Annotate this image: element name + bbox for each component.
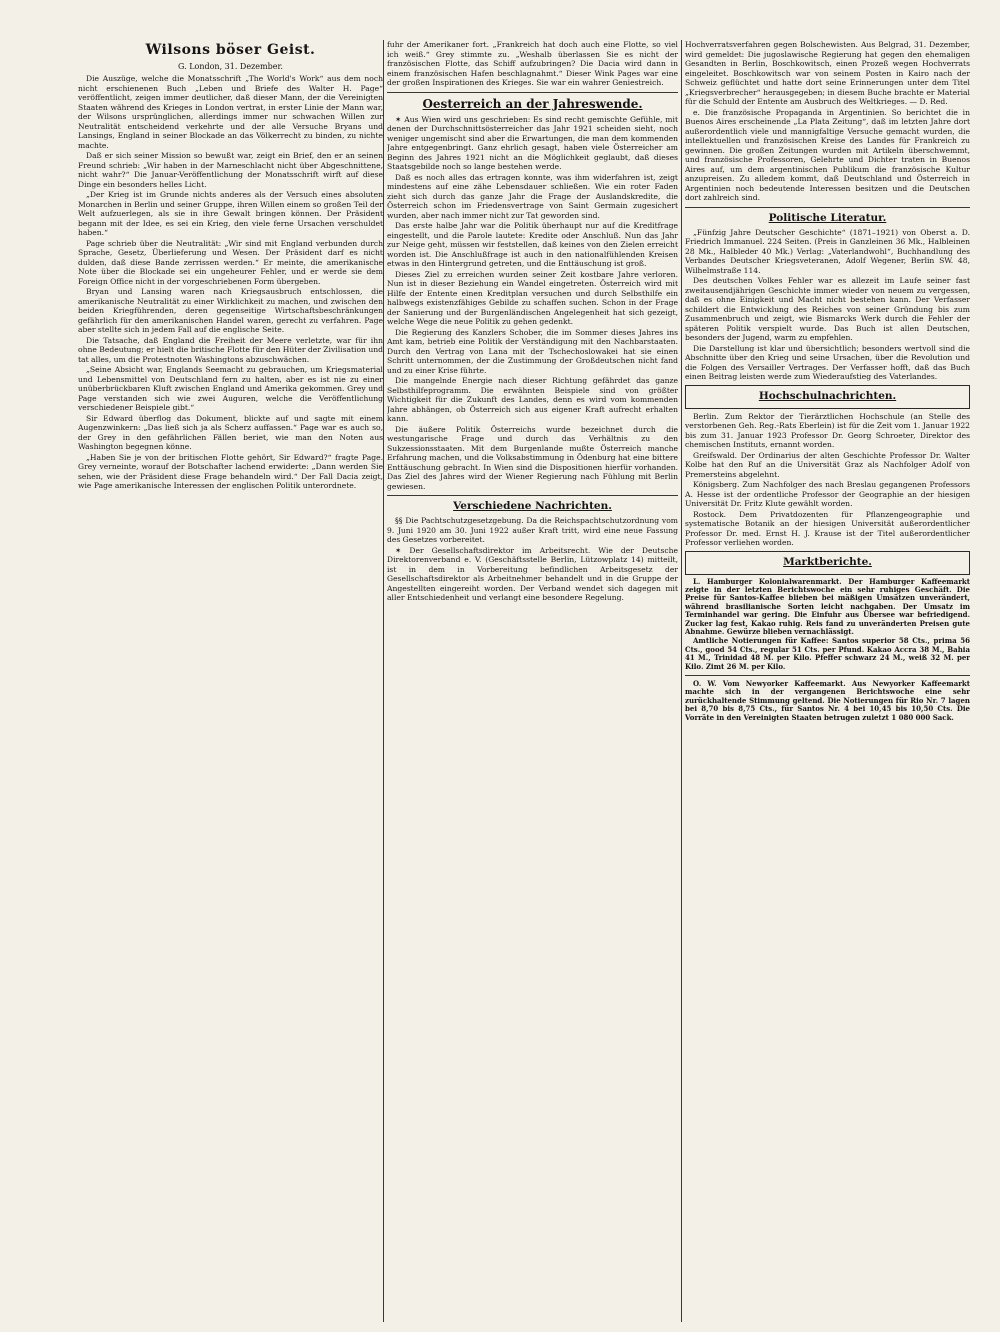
divider bbox=[685, 675, 970, 676]
article-paragraph: Die mangelnde Energie nach dieser Richtung gefährdet das ganze Selbsthilfeprogramm. Die erwähnten Beispiele sind von größter Wichtigkeit für die Zukunft des Landes, denn es wird vom kommenden Jahre abhängen, ob Österreich sich aus eigener Kraft aufrecht erhalten kann. bbox=[387, 376, 678, 423]
article-paragraph: §§ Die Pachtschutzgesetzgebung. Da die Reichspachtschutzordnung vom 9. Juni 1920 am 30. Juni 1922 außer Kraft tritt, wird eine neue Fassung des Gesetzes vorbereitet. bbox=[387, 516, 678, 544]
article-paragraph: ✶ Aus Wien wird uns geschrieben: Es sind recht gemischte Gefühle, mit denen der Durchschnittsösterreicher das Jahr 1921 scheiden sieht, noch weniger ungemischt sind aber die Erwartungen, die man dem kommenden Jahre entgegenbringt. Ganz ehrlich gesagt, haben viele Österreicher am Beginn des Jahres 1921 nicht an die Möglichkeit geglaubt, daß dieses Staatsgebilde noch so lange bestehen werde. bbox=[387, 114, 678, 171]
article-paragraph: Des deutschen Volkes Fehler war es allezeit im Laufe seiner fast zweitausendjährigen Geschichte immer wieder von neuem zu vergessen, daß es ohne Einigkeit und Macht nicht bestehen kann. Der Verfasser schildert die Entwicklung des Reiches von seiner Gründung bis zum Zusammenbruch und zeigt, wie Bismarcks Werk durch die Fehler der späteren Politik verspielt wurde. Das Buch ist allen Deutschen, besonders der Jugend, warm zu empfehlen. bbox=[685, 276, 970, 342]
article-paragraph: Die Tatsache, daß England die Freiheit der Meere verletzte, war für ihn ohne Bedeutung; er hielt die britische Flotte für den Hüter der Zivilisation und tat alles, um die Protestnoten Washingtons abzuschwächen. bbox=[78, 335, 383, 364]
divider bbox=[387, 495, 678, 496]
article-paragraph: Bryan und Lansing waren nach Kriegsausbruch entschlossen, die amerikanische Neutralität zu einer Wirklichkeit zu machen, und zwischen den beiden Kriegführenden, deren gegenseitige Wirtschaftsbeschränkungen gefährlich für den amerikanischen Handel waren, gerecht zu verfahren. Page aber stellte sich in jedem Fall auf die englische Seite. bbox=[78, 287, 383, 334]
article-paragraph: fuhr der Amerikaner fort. „Frankreich hat doch auch eine Flotte, so viel ich weiß.“ Grey stimmte zu. „Weshalb überlassen Sie es nicht der französischen Flotte, das Schiff aufzubringen? Die Dacia wird dann in einem französischen Hafen beschlagnahmt.“ Dieser Wink Pages war eine der großen Inspirationen des Krieges. Sie war ein wahrer Geniestreich. bbox=[387, 40, 678, 87]
article-title-nachrichten: Verschiedene Nachrichten. bbox=[453, 500, 612, 512]
market-paragraph: L. Hamburger Kolonialwarenmarkt. Der Hamburger Kaffeemarkt zeigte in der letzten Berichtswoche ein sehr ruhiges Geschäft. Die Preise für Santos-Kaffee blieben bei mäßigen Umsätzen unverändert, während brasilianische Sorten leicht nachgaben. Der Umsatz im Terminhandel war gering. Die Einfuhr aus Übersee war befriedigend. Zucker lag fest, Kakao ruhig. Reis fand zu unveränderten Preisen gute Abnahme. Gewürze blieben vernachlässigt. bbox=[685, 576, 970, 636]
column-3 bbox=[685, 40, 970, 1322]
article-paragraph: Die äußere Politik Österreichs wurde bezeichnet durch die westungarische Frage und durch das Verhältnis zu den Sukzessionsstaaten. Mit dem Burgenlande mußte Österreich manche Erfahrung machen, und die Volksabstimmung in Ödenburg hat eine bittere Enttäuschung gebracht. In Wien sind die Dispositionen hierfür vorhanden. Das Ziel des Jahres wird der Wiener Regierung nach Fühlung mit Berlin gewiesen. bbox=[387, 424, 678, 491]
column-2 bbox=[387, 40, 678, 1322]
article-paragraph: ✶ Der Gesellschaftsdirektor im Arbeitsrecht. Wie der Deutsche Direktorenverband e. V. (Geschäftsstelle Berlin, Lützowplatz 14) mitteilt, ist in dem in Vorbereitung befindlichen Arbeitsgesetz der Gesellschaftsdirektor als Arbeitnehmer behandelt und in die Gruppe der Angestellten eingereiht worden. Der Verband wendet sich dagegen mit aller Entschiedenheit und verlangt eine besondere Regelung. bbox=[387, 545, 678, 602]
article-paragraph: Sir Edward überflog das Dokument, blickte auf und sagte mit einem Augenzwinkern: „Das ließ sich ja als Scherz auffassen.“ Page war es auch so, der Grey in den gefährlichen Fällen beriet, wie man den Noten aus Washington begegnen könne. bbox=[78, 413, 383, 451]
article-paragraph: Königsberg. Zum Nachfolger des nach Breslau gegangenen Professors A. Hesse ist der ordentliche Professor der Geographie an der hiesigen Universität Dr. Fritz Klute gewählt worden. bbox=[685, 480, 970, 508]
article-paragraph: e. Die französische Propaganda in Argentinien. So berichtet die in Buenos Aires erscheinende „La Plata Zeitung“, daß im letzten Jahre dort außerordentlich viele und mannigfaltige Versuche gemacht wurden, die intellektuellen und französischen Kreise des Landes für Frankreich zu gewinnen. Die großen Zeitungen wurden mit Artikeln überschwemmt, und französische Professoren, Gelehrte und Dichter traten in Buenos Aires auf, um dem argentinischen Publikum die französische Kultur anzupreisen. Zu alledem kommt, daß Deutschland und Österreich in Argentinien noch bedeutende Interessen besitzen und die Deutschen dort zahlreich sind. bbox=[685, 107, 970, 202]
column-rule bbox=[383, 40, 384, 1322]
article-paragraph: Das erste halbe Jahr war die Politik überhaupt nur auf die Kreditfrage eingestellt, und die Parole lautete: Kredite oder Anschluß. Nun das Jahr zur Neige geht, müssen wir feststellen, daß keines von den Zielen erreicht worden ist. Die Anschlußfrage ist auch in den nationalfühlenden Kreisen etwas in den Hintergrund getreten, und die Enttäuschung ist groß. bbox=[387, 221, 678, 268]
article-paragraph: Rostock. Dem Privatdozenten für Pflanzengeographie und systematische Botanik an der hiesigen Universität außerordentlicher Professor Dr. med. Ernst H. J. Krause ist der Titel außerordentlicher Professor verliehen worden. bbox=[685, 509, 970, 547]
article-paragraph: Berlin. Zum Rektor der Tierärztlichen Hochschule (an Stelle des verstorbenen Geh. Reg.-Rats Eberlein) ist für die Zeit vom 1. Januar 1922 bis zum 31. Januar 1923 Professor Dr. Georg Schroeter, Direktor des chemischen Instituts, ernannt worden. bbox=[685, 411, 970, 449]
article-paragraph: Hochverratsverfahren gegen Bolschewisten. Aus Belgrad, 31. Dezember, wird gemeldet: Die jugoslawische Regierung hat gegen den ehemaligen Gesandten in Berlin, Boschkowitsch, einen Prozeß wegen Hochverrats eingeleitet. Boschkowitsch war von seinem Posten in Kairo nach der Schweiz geflüchtet und hatte dort seine Erinnerungen unter dem Titel „Kriegsverbrecher“ herausgegeben; in diesem Buche brachte er Material für die Schuld der Entente am Ausbruch des Weltkrieges. — D. Red. bbox=[685, 40, 970, 106]
section-box-markt bbox=[685, 551, 970, 575]
article-title-wilson: Wilsons böser Geist. bbox=[145, 42, 316, 58]
section-title-literatur: Politische Literatur. bbox=[768, 211, 887, 224]
article-dateline: G. London, 31. Dezember. bbox=[178, 62, 283, 71]
article-paragraph: „Der Krieg ist im Grunde nichts anderes als der Versuch eines absoluten Monarchen in Berlin und seiner Gruppe, ihren Willen einem so großen Teil der Welt aufzuerlegen, als sie in ihre Gewalt bringen können. Der Präsident begann mit der Idee, es sei ein Krieg, den viele ferne Ursachen verschuldet haben.“ bbox=[78, 190, 383, 237]
article-paragraph: „Fünfzig Jahre Deutscher Geschichte“ (1871–1921) von Oberst a. D. Friedrich Immanuel. 224 Seiten. (Preis in Ganzleinen 36 Mk., Halbleinen 28 Mk., Halbleder 40 Mk.) Verlag: „Vaterlandwohl“, Buchhandlung des Verbandes Deutscher Kriegsveteranen, Adolf Wegener, Berlin SW. 48, Wilhelmstraße 114. bbox=[685, 227, 970, 275]
article-paragraph: Die Regierung des Kanzlers Schober, die im Sommer dieses Jahres ins Amt kam, betrieb eine Politik der Verständigung mit den Nachbarstaaten. Durch den Vertrag von Lana mit der Tschechoslowakei hat sie einen Schritt unternommen, der die Zustimmung der Großdeutschen nicht fand und zu einer Krise führte. bbox=[387, 327, 678, 375]
section-title-hochschul: Hochschulnachrichten. bbox=[758, 389, 897, 402]
article-paragraph: Daß es noch alles das ertragen konnte, was ihm widerfahren ist, zeigt mindestens auf eine zähe Lebensdauer schließen. Wie ein roter Faden zieht sich durch das ganze Jahr die Frage der Auslandskredite, die Österreich schon im Friedensvertrage von Saint Germain zugesichert wurden, aber nach immer nicht zur Tat geworden sind. bbox=[387, 172, 678, 220]
divider bbox=[387, 92, 678, 93]
column-1 bbox=[78, 40, 383, 1322]
divider bbox=[685, 207, 970, 208]
article-paragraph: Greifswald. Der Ordinarius der alten Geschichte Professor Dr. Walter Kolbe hat den Ruf an die Universität Graz als Nachfolger Adolf von Premersteins abgelehnt. bbox=[685, 450, 970, 479]
article-paragraph: „Haben Sie je von der britischen Flotte gehört, Sir Edward?“ fragte Page. Grey verneinte, worauf der Botschafter lachend erwiderte: „Dann werden Sie sehen, wie der Präsident diese Frage behandeln wird.“ Der Fall Dacia zeigt, wie Page amerikanische Interessen der englischen Politik unterordnete. bbox=[78, 452, 383, 490]
column-rule bbox=[681, 40, 682, 1322]
market-paragraph: O. W. Vom Newyorker Kaffeemarkt. Aus Newyorker Kaffeemarkt machte sich in der vergangenen Berichtswoche eine sehr zurückhaltende Stimmung geltend. Die Notierungen für Rio Nr. 7 lagen bei 8,70 bis 8,75 Cts., für Santos Nr. 4 bei 10,45 bis 10,50 Cts. Die Vorräte in den Vereinigten Staaten betrugen zuletzt 1 080 000 Sack. bbox=[685, 678, 970, 722]
article-paragraph: „Seine Absicht war, Englands Seemacht zu gebrauchen, um Kriegsmaterial und Lebensmittel von Deutschland fern zu halten, aber es ist nie zu einer unüberbrückbaren Kluft zwischen England und Amerika gekommen. Grey und Page verstanden sich wie zwei Auguren, welche die Veröffentlichung verschiedener Beispiele gibt.“ bbox=[78, 365, 383, 412]
article-paragraph: Daß er sich seiner Mission so bewußt war, zeigt ein Brief, den er an seinen Freund schrieb: „Wir haben in der Marneschlacht nicht über Abgeschnittene, nicht wahr?“ Die Januar-Veröffentlichung der Monatsschrift wirft auf diese Dinge ein besonders helles Licht. bbox=[78, 151, 383, 189]
article-paragraph: Die Darstellung ist klar und übersichtlich; besonders wertvoll sind die Abschnitte über den Krieg und seine Ursachen, über die Revolution und die Folgen des Versailler Vertrages. Der Verfasser hofft, daß das Buch einen Beitrag leisten werde zum Wiederaufstieg des Vaterlandes. bbox=[685, 343, 970, 381]
article-title-oesterreich: Oesterreich an der Jahreswende. bbox=[422, 96, 643, 111]
article-paragraph: Dieses Ziel zu erreichen wurden seiner Zeit kostbare Jahre verloren. Nun ist in dieser Beziehung ein Wandel eingetreten. Österreich wird mit Hilfe der Entente einen Kreditplan versuchen und durch Selbsthilfe ein halbwegs existenzfähiges Gebilde zu schaffen suchen. Schon in der Frage der Sanierung und der Burgenländischen Angelegenheit hat sich gezeigt, welche Wege die neue Politik zu gehen gedenkt. bbox=[387, 269, 678, 326]
section-box-hochschul bbox=[685, 385, 970, 409]
article-paragraph: Die Auszüge, welche die Monatsschrift „The World's Work“ aus dem noch nicht erschienenen Buch „Leben und Briefe des Walter H. Page“ veröffentlicht, zeigen immer deutlicher, daß dieser Mann, der die Vereinigten Staaten während des Krieges in London vertrat, in erster Linie der Mann war, der Wilsons ursprünglichen, allerdings immer nur schwachen Willen zur Neutralität entscheidend verkehrte und der alle Versuche Bryans und Lansings, England in seiner Blockade an das Völkerrecht zu binden, zu nichte machte. bbox=[78, 74, 383, 150]
section-title-markt: Marktberichte. bbox=[783, 555, 872, 568]
article-paragraph: Page schrieb über die Neutralität: „Wir sind mit England verbunden durch Sprache, Gesetz, Überlieferung und Wesen. Der Präsident darf es nicht dulden, daß diese Bande zerrissen werden.“ Er meinte, die amerikanische Note über die Blockade sei ein ungeheurer Fehler, und er werde sie dem Foreign Office nicht in der vorgeschriebenen Form übergeben. bbox=[78, 238, 383, 286]
market-paragraph: Amtliche Notierungen für Kaffee: Santos superior 58 Cts., prima 56 Cts., good 54 Cts., regular 51 Cts. per Pfund. Kakao Accra 38 M., Bahia 41 M., Trinidad 48 M. per Kilo. Pfeffer schwarz 24 M., weiß 32 M. per Kilo. Zimt 26 M. per Kilo. bbox=[685, 636, 970, 671]
